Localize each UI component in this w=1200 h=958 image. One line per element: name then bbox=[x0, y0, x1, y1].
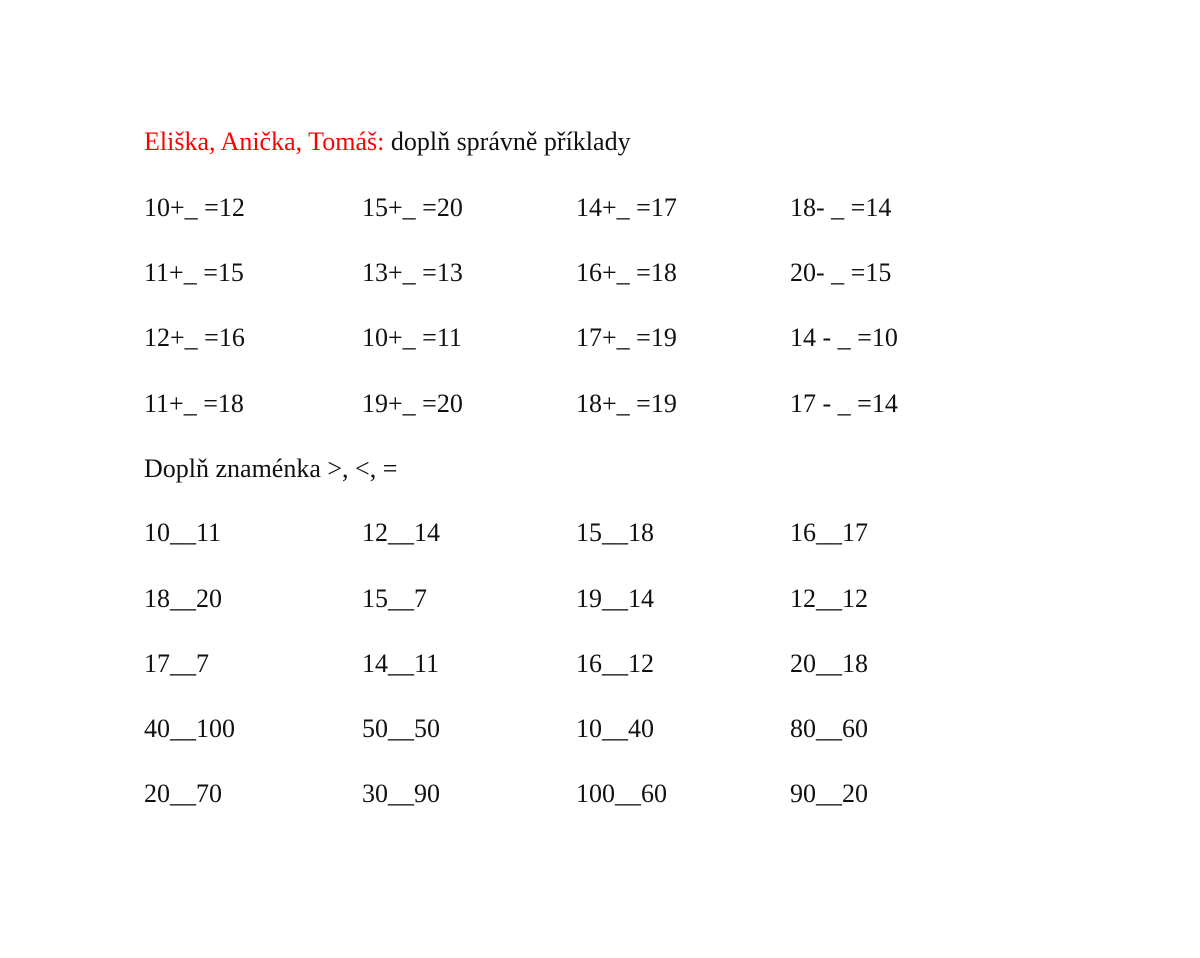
comparison-problem: 17__7 bbox=[144, 649, 209, 678]
math-problem: 11+_ =15 bbox=[144, 258, 244, 287]
comparison-problem: 30__90 bbox=[362, 779, 440, 808]
student-names: Eliška, Anička, Tomáš: bbox=[144, 127, 385, 156]
math-problem: 10+_ =12 bbox=[144, 193, 245, 222]
comparison-problem: 15__18 bbox=[576, 518, 654, 547]
math-problem: 19+_ =20 bbox=[362, 389, 463, 418]
instruction-text: doplň správně příklady bbox=[384, 127, 631, 156]
math-problem: 13+_ =13 bbox=[362, 258, 463, 287]
math-problem: 11+_ =18 bbox=[144, 389, 244, 418]
exercise-row bbox=[144, 323, 1044, 353]
comparison-row bbox=[144, 584, 1044, 614]
comparison-problem: 20__70 bbox=[144, 779, 222, 808]
exercise-row bbox=[144, 258, 1044, 288]
comparison-problem: 80__60 bbox=[790, 714, 868, 743]
comparison-problem: 10__11 bbox=[144, 518, 222, 547]
math-problem: 14+_ =17 bbox=[576, 193, 677, 222]
math-problem: 14 - _ =10 bbox=[790, 323, 898, 352]
comparison-problem: 19__14 bbox=[576, 584, 654, 613]
comparison-problem: 90__20 bbox=[790, 779, 868, 808]
comparison-problem: 20__18 bbox=[790, 649, 868, 678]
comparison-problem: 12__12 bbox=[790, 584, 868, 613]
comparison-row bbox=[144, 714, 1044, 744]
comparison-problem: 10__40 bbox=[576, 714, 654, 743]
math-problem: 20- _ =15 bbox=[790, 258, 892, 287]
math-problem: 16+_ =18 bbox=[576, 258, 677, 287]
section-title: Doplň znaménka >, <, = bbox=[144, 454, 398, 483]
math-problem: 10+_ =11 bbox=[362, 323, 462, 352]
math-problem: 17+_ =19 bbox=[576, 323, 677, 352]
comparison-problem: 12__14 bbox=[362, 518, 440, 547]
comparison-row bbox=[144, 779, 1044, 809]
math-problem: 15+_ =20 bbox=[362, 193, 463, 222]
comparison-problem: 14__11 bbox=[362, 649, 440, 678]
comparison-problem: 18__20 bbox=[144, 584, 222, 613]
math-problem: 18+_ =19 bbox=[576, 389, 677, 418]
comparison-problem: 15__7 bbox=[362, 584, 427, 613]
comparison-problem: 16__17 bbox=[790, 518, 868, 547]
comparison-problem: 40__100 bbox=[144, 714, 235, 743]
exercise-row bbox=[144, 193, 1044, 223]
comparison-row bbox=[144, 649, 1044, 679]
math-problem: 18- _ =14 bbox=[790, 193, 892, 222]
math-problem: 12+_ =16 bbox=[144, 323, 245, 352]
exercise-row bbox=[144, 389, 1044, 419]
worksheet-heading bbox=[144, 127, 631, 157]
comparison-problem: 50__50 bbox=[362, 714, 440, 743]
comparison-row bbox=[144, 518, 1044, 548]
comparison-problem: 16__12 bbox=[576, 649, 654, 678]
comparison-problem: 100__60 bbox=[576, 779, 667, 808]
math-problem: 17 - _ =14 bbox=[790, 389, 898, 418]
